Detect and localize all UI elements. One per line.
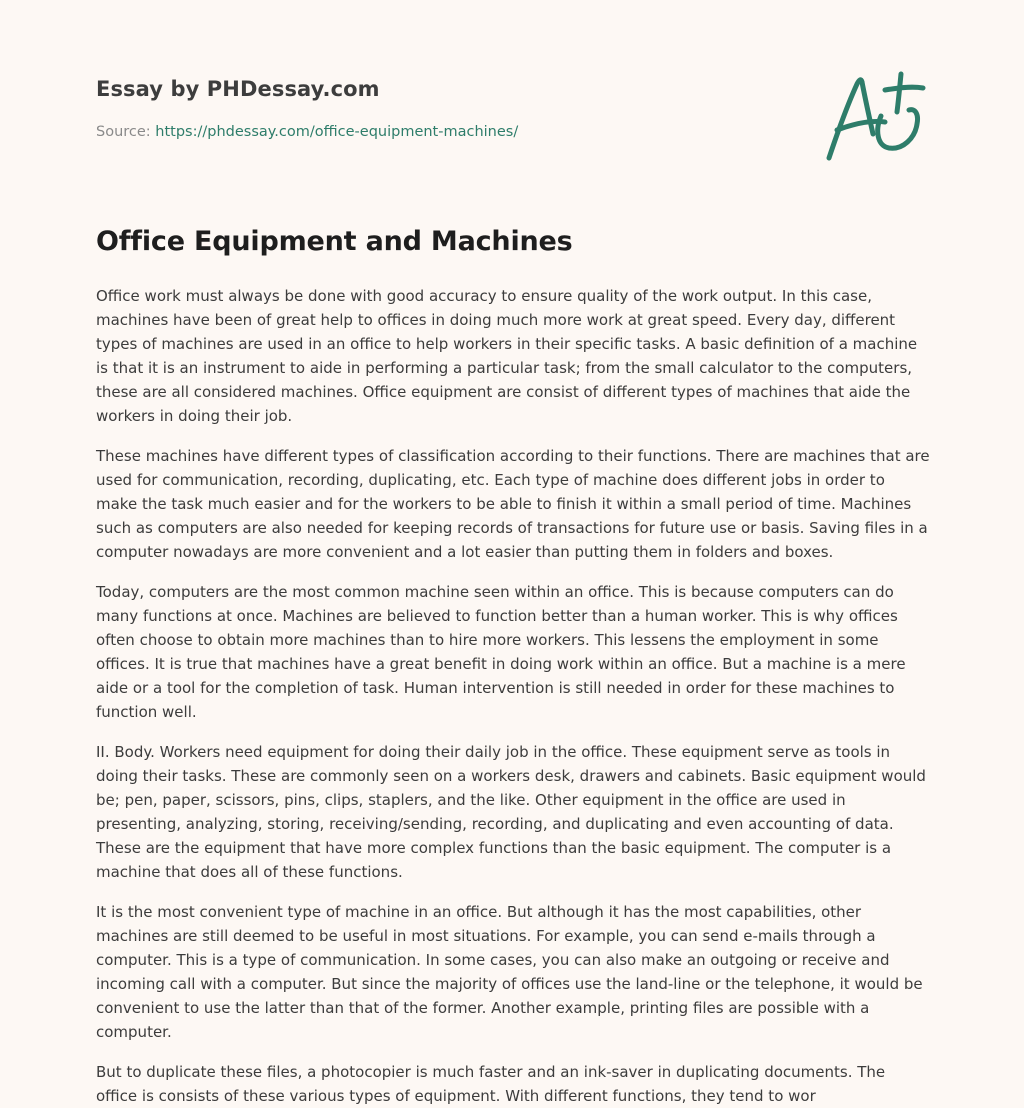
essay-paragraph: Today, computers are the most common machine seen within an office. This is because computers can do many functions at once. Machines are believed to function better than a human worker. This is why offices often choose to obtain more machines than to hire more workers. This lessens the employment in some offices. It is true that machines have a great benefit in doing work within an office. But a machine is a mere aide or a tool for the completion of task. Human intervention is still needed in order for these machines to function well. [96,583,906,721]
essay-body [96,284,930,1105]
essay-paragraph: Office work must always be done with good accuracy to ensure quality of the work output. In this case, machines have been of great help to offices in doing much more work at great speed. Every day, different types of machines are used in an office to help workers in their specific tasks. A basic definition of a machine is that it is an instrument to aide in performing a particular task; from the small calculator to the computers, these are all considered machines. Office equipment are consist of different types of machines that aide the workers in doing their job. [96,287,918,425]
essay-paragraph: These machines have different types of classification according to their functions. There are machines that are used for communication, recording, duplicating, etc. Each type of machine does different jobs in order to make the task much easier and for the workers to be able to finish it within a small period of time. Machines such as computers are also needed for keeping records of transactions for future use or basis. Saving files in a computer nowadays are more convenient and a lot easier than putting them in folders and boxes. [96,447,930,561]
essay-paragraph: It is the most convenient type of machine in an office. But although it has the most capabilities, other machines are still deemed to be useful in most situations. For example, you can send e-mails through a computer. This is a type of communication. In some cases, you can also make an outgoing or receive and incoming call with a computer. But since the majority of offices use the land-line or the telephone, it would be convenient to use the latter than that of the former. Another example, printing files are possible with a computer. [96,903,923,1041]
source-label: Source: [96,124,151,140]
a-plus-grade-icon [823,68,929,164]
source-line [96,124,518,140]
source-link[interactable]: https://phdessay.com/office-equipment-machines/ [155,124,519,140]
essay-paragraph: But to duplicate these files, a photocopier is much faster and an ink-saver in duplicating documents. The office is consists of these various types of equipment. With different functions, they tend to wor [96,1063,886,1105]
site-brand: Essay by PHDessay.com [96,77,380,101]
essay-paragraph: II. Body. Workers need equipment for doing their daily job in the office. These equipment serve as tools in doing their tasks. These are commonly seen on a workers desk, drawers and cabinets. Basic equipment would be; pen, paper, scissors, pins, clips, staplers, and the like. Other equipment in the office are used in presenting, analyzing, storing, receiving/sending, recording, and duplicating and even accounting of data. These are the equipment that have more complex functions than the basic equipment. The computer is a machine that does all of these functions. [96,743,926,881]
essay-title: Office Equipment and Machines [96,226,573,257]
